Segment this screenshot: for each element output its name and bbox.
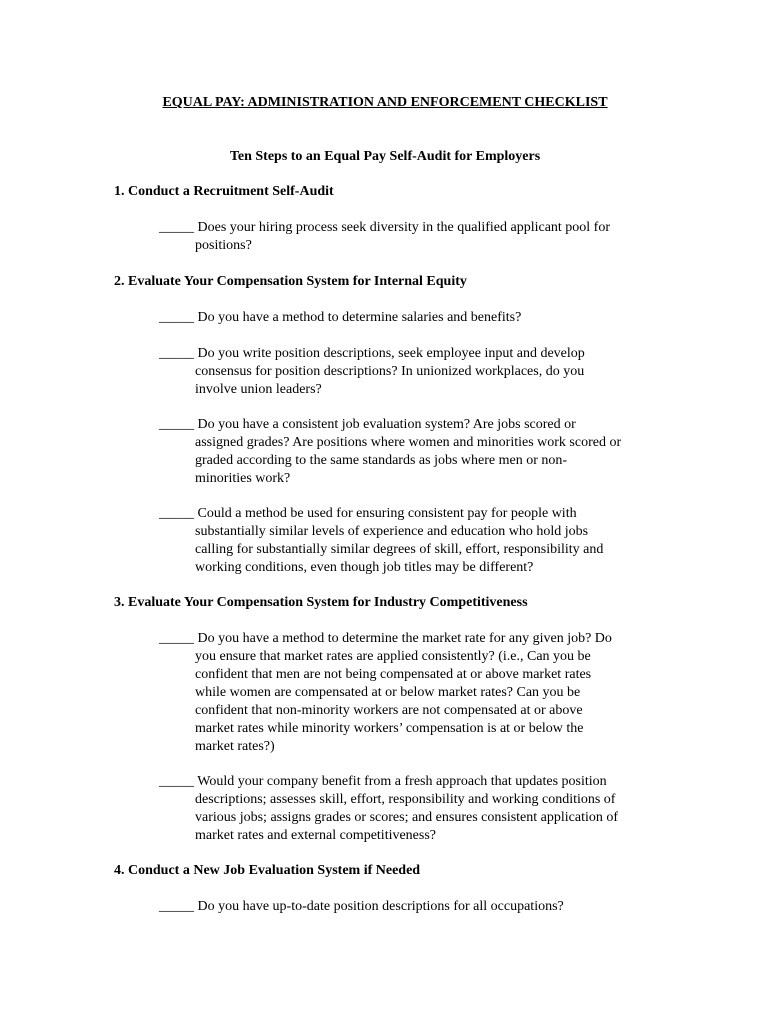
checkbox-blank[interactable]: _____	[159, 774, 194, 789]
item-text: descriptions; assesses skill, effort, responsibility and working conditions of	[195, 792, 616, 807]
item-text: calling for substantially similar degrees of skill, effort, responsibility and	[195, 542, 604, 557]
checkbox-blank[interactable]: _____	[159, 220, 194, 235]
checklist-item	[159, 773, 659, 845]
checkbox-blank[interactable]: _____	[159, 310, 194, 325]
item-text: market rates and external competitiveness?	[195, 828, 437, 843]
item-text: working conditions, even though job titles may be different?	[195, 560, 534, 575]
checkbox-blank[interactable]: _____	[159, 346, 194, 361]
checkbox-blank[interactable]: _____	[159, 631, 194, 646]
item-text: assigned grades? Are positions where women and minorities work scored or	[195, 435, 622, 450]
checklist-item	[159, 416, 659, 488]
item-text: Do you have up-to-date position descriptions for all occupations?	[194, 899, 564, 914]
checklist-item	[159, 219, 659, 255]
item-text: you ensure that market rates are applied consistently? (i.e., Can you be	[195, 649, 591, 664]
item-text: confident that men are not being compensated at or above market rates	[195, 667, 592, 682]
item-text: positions?	[195, 238, 252, 253]
section-heading-3: 3. Evaluate Your Compensation System for Industry Competitiveness	[114, 595, 528, 610]
checklist-item	[159, 505, 659, 577]
checklist-item	[159, 309, 659, 327]
section-heading-1: 1. Conduct a Recruitment Self-Audit	[114, 184, 334, 199]
item-text: Does your hiring process seek diversity in the qualified applicant pool for	[194, 220, 611, 235]
document-subtitle: Ten Steps to an Equal Pay Self-Audit for Employers	[229, 149, 541, 164]
item-text: Do you have a method to determine the market rate for any given job? Do	[194, 631, 612, 646]
item-text: substantially similar levels of experience and education who hold jobs	[195, 524, 589, 539]
checkbox-blank[interactable]: _____	[159, 506, 194, 521]
document-title: EQUAL PAY: ADMINISTRATION AND ENFORCEMENT CHECKLIST	[162, 95, 608, 110]
item-text: Do you have a consistent job evaluation system? Are jobs scored or	[194, 417, 576, 432]
checkbox-blank[interactable]: _____	[159, 417, 194, 432]
section-heading-4: 4. Conduct a New Job Evaluation System if Needed	[114, 863, 421, 878]
checkbox-blank[interactable]: _____	[159, 899, 194, 914]
item-text: while women are compensated at or below market rates? Can you be	[195, 685, 581, 700]
item-text: confident that non-minority workers are not compensated at or above	[195, 703, 583, 718]
item-text: Do you write position descriptions, seek employee input and develop	[194, 346, 585, 361]
item-text: market rates?)	[195, 739, 275, 754]
item-text: Do you have a method to determine salaries and benefits?	[194, 310, 522, 325]
item-text: minorities work?	[195, 471, 291, 486]
item-text: various jobs; assigns grades or scores; and ensures consistent application of	[195, 810, 619, 825]
item-text: Could a method be used for ensuring consistent pay for people with	[194, 506, 577, 521]
item-text: market rates while minority workers’ compensation is at or below the	[195, 721, 584, 736]
checklist-item	[159, 630, 659, 756]
item-text: Would your company benefit from a fresh approach that updates position	[194, 774, 607, 789]
item-text: consensus for position descriptions? In unionized workplaces, do you	[195, 364, 585, 379]
section-heading-2: 2. Evaluate Your Compensation System for Internal Equity	[114, 274, 467, 289]
checklist-item	[159, 898, 659, 916]
item-text: involve union leaders?	[195, 382, 322, 397]
checklist-item	[159, 345, 659, 399]
item-text: graded according to the same standards as jobs where men or non-	[195, 453, 568, 468]
